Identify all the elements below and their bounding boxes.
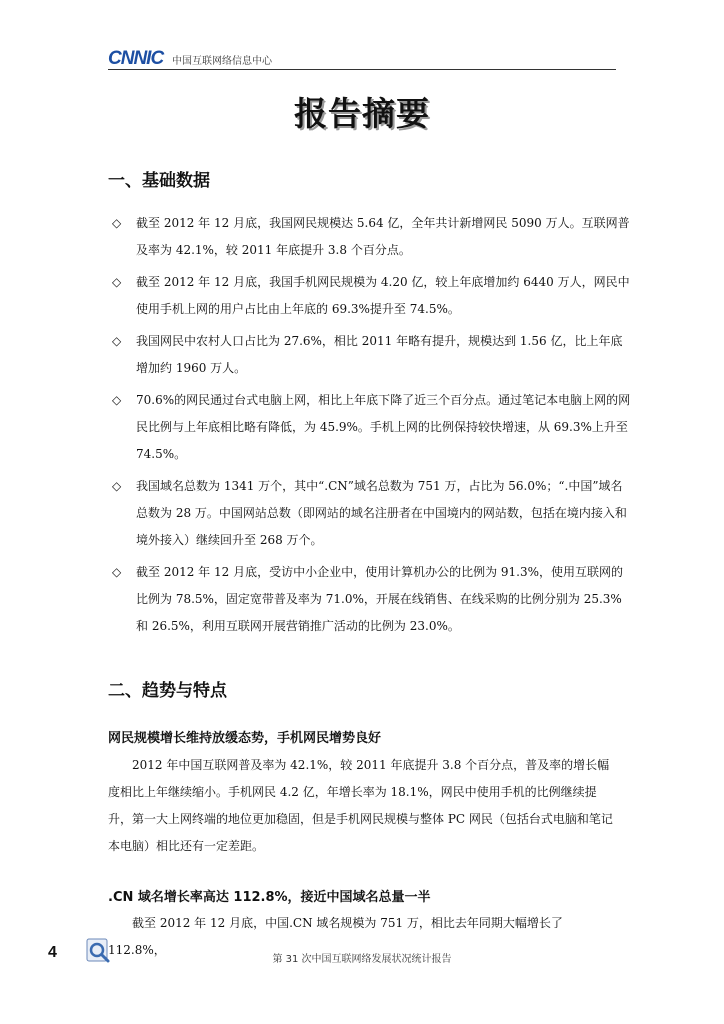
list-item: [112, 210, 632, 264]
report-name: 第 31 次中国互联网络发展状况统计报告: [272, 954, 452, 965]
diamond-bullet-icon: ◇: [112, 565, 122, 579]
cnnic-logo: CNNIC: [108, 48, 164, 69]
diamond-bullet-icon: ◇: [112, 479, 122, 493]
list-item: [112, 559, 632, 640]
list-item-text: 70.6%的网民通过台式电脑上网，相比上年底下降了近三个百分点。通过笔记本电脑上网的网民比例与上年底相比略有降低，为 45.9%。手机上网的比例保持较快增速，从 69.3%上升至 74.5%。: [136, 393, 631, 461]
section-heading-basic-data: 一、基础数据: [108, 171, 210, 191]
paragraph-cn-domain: 截至 2012 年 12 月底，中国.CN 域名规模为 751 万，相比去年同期大幅增长了 112.8%，: [108, 916, 563, 957]
diamond-bullet-icon: ◇: [112, 275, 122, 289]
basic-data-list: [112, 210, 632, 645]
list-item-text: 我国域名总数为 1341 万个，其中“.CN”域名总数为 751 万，占比为 56.0%；“.中国”域名总数为 28 万。中国网站总数（即网站的域名注册者在中国境内的网站数，包括在境内接入和境外接入）继续回升至 268 万个。: [136, 479, 627, 547]
subsection-heading-netizen-growth: 网民规模增长维持放缓态势，手机网民增势良好: [108, 731, 382, 746]
list-item-text: 我国网民中农村人口占比为 27.6%，相比 2011 年略有提升，规模达到 1.56 亿，比上年底增加约 1960 万人。: [136, 334, 623, 375]
list-item-text: 截至 2012 年 12 月底，我国网民规模达 5.64 亿，全年共计新增网民 5090 万人。互联网普及率为 42.1%，较 2011 年底提升 3.8 个百分点。: [136, 216, 630, 257]
page-number: 4: [48, 944, 57, 961]
list-item: [112, 269, 632, 323]
list-item: [112, 473, 632, 554]
list-item: [112, 387, 632, 468]
list-item-text: 截至 2012 年 12 月底，受访中小企业中，使用计算机办公的比例为 91.3%，使用互联网的比例为 78.5%，固定宽带普及率为 71.0%，开展在线销售、在线采购的比例分别为 25.3%和 26.5%，利用互联网开展营销推广活动的比例为 23.0%。: [136, 565, 624, 633]
diamond-bullet-icon: ◇: [112, 334, 122, 348]
diamond-bullet-icon: ◇: [112, 216, 122, 230]
org-name: 中国互联网络信息中心: [172, 56, 272, 67]
subsection-heading-cn-domain: .CN 域名增长率高达 112.8%，接近中国域名总量一半: [108, 890, 431, 905]
page-title: 报告摘要: [294, 94, 430, 133]
section-heading-trends: 二、趋势与特点: [108, 681, 227, 701]
page-header: [108, 46, 616, 70]
diamond-bullet-icon: ◇: [112, 393, 122, 407]
list-item: [112, 328, 632, 382]
list-item-text: 截至 2012 年 12 月底，我国手机网民规模为 4.20 亿，较上年底增加约 6440 万人，网民中使用手机上网的用户占比由上年底的 69.3%提升至 74.5%。: [136, 275, 630, 316]
paragraph-netizen-growth: 2012 年中国互联网普及率为 42.1%，较 2011 年底提升 3.8 个百分点，普及率的增长幅度相比上年继续缩小。手机网民 4.2 亿，年增长率为 18.1%，网民中使用手机的比例继续提升，第一大上网终端的地位更加稳固，但是手机网民规模与整体 PC 网民（包括台式电脑和笔记本电脑）相比还有一定差距。: [108, 758, 613, 853]
header-divider: [108, 69, 616, 70]
